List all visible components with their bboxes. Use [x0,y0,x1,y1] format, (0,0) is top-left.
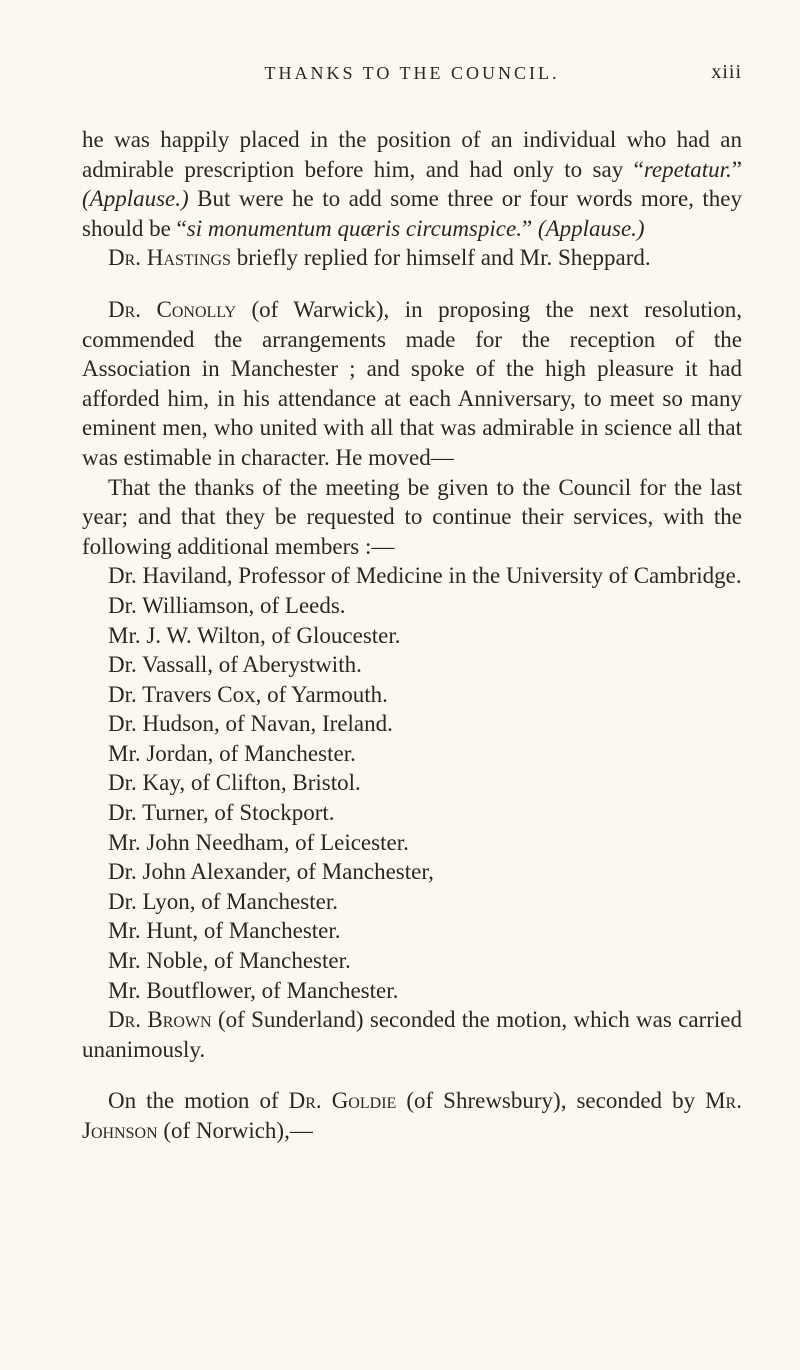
text-run: But were he to add some three or four words more, they should be “ [82,186,742,241]
running-title: THANKS TO THE COUNCIL. [264,63,560,83]
list-item: Mr. Boutflower, of Manchester. [108,977,399,1003]
text-run: (of Shrewsbury), seconded by [396,1088,706,1114]
text-run: (of Norwich),— [157,1118,313,1143]
text-run: ” [731,156,742,182]
text-run: ” [521,215,538,241]
paragraph-resolution: That the thanks of the meeting be given to the Council for the last year; and that they be requested to continue their services, with the following additional members :— [82,474,742,559]
list-item: Dr. Vassall, of Aberystwith. [108,652,362,678]
paragraph-hastings-reply [82,243,742,273]
body-text [82,125,742,1146]
speaker-name: Dr. Goldie [288,1088,397,1114]
list-item: Dr. Lyon, of Manchester. [108,888,338,914]
applause-note: (Applause.) [82,186,189,212]
paragraph-goldie-motion [82,1086,742,1145]
list-item: Mr. Jordan, of Manchester. [108,740,356,766]
paragraph-brown-seconded [82,1005,742,1064]
list-item: Dr. Kay, of Clifton, Bristol. [108,770,361,796]
paragraph-speech-continuation [82,125,742,243]
latin-quote: si monumentum quæris circumspice. [186,215,522,241]
paragraph-conolly-motion [82,295,742,473]
text-run: he was happily placed in the position of an individual who had an admirable prescription before him, and had only to say “ [82,127,742,182]
text-run: (of Sunderland) seconded the motion, which was carried unanimously. [82,1007,742,1062]
speaker-name: Dr. Hastings [108,245,231,271]
list-item: Mr. Noble, of Manchester. [108,948,351,974]
running-head [82,0,742,103]
list-item: Mr. J. W. Wilton, of Gloucester. [108,622,401,648]
list-item: Mr. John Needham, of Leicester. [108,829,409,855]
speaker-name: Mr. Johnson [82,1088,742,1143]
list-item: Dr. Haviland, Professor of Medicine in the University of Cambridge. [108,563,742,589]
list-item: Mr. Hunt, of Manchester. [108,918,341,944]
list-item: Dr. Turner, of Stockport. [108,800,335,826]
list-item: Dr. Hudson, of Navan, Ireland. [108,711,393,737]
speaker-name: Dr. Conolly [108,296,237,322]
applause-note: (Applause.) [537,215,645,241]
text-run: briefly replied for himself and Mr. Sheppard. [230,245,651,271]
council-members-list [82,561,742,1005]
speaker-name: Dr. Brown [108,1007,212,1033]
list-item: Dr. Travers Cox, of Yarmouth. [108,681,388,707]
list-item: Dr. John Alexander, of Manchester, [108,859,434,885]
list-item: Dr. Williamson, of Leeds. [108,592,346,618]
text-run: On the motion of [108,1088,289,1114]
text-run: (of Warwick), in proposing the next resolution, commended the arrangements made for the reception of the Association in Manchester ; and spoke of the high pleasure it had afforded him, in his attendance at each Anniversary, to meet so many eminent men, who united with all that was admirable in science all that was estimable in character. He moved— [82,296,742,470]
latin-quote: repetatur. [643,156,732,182]
page-number: xiii [711,61,742,83]
